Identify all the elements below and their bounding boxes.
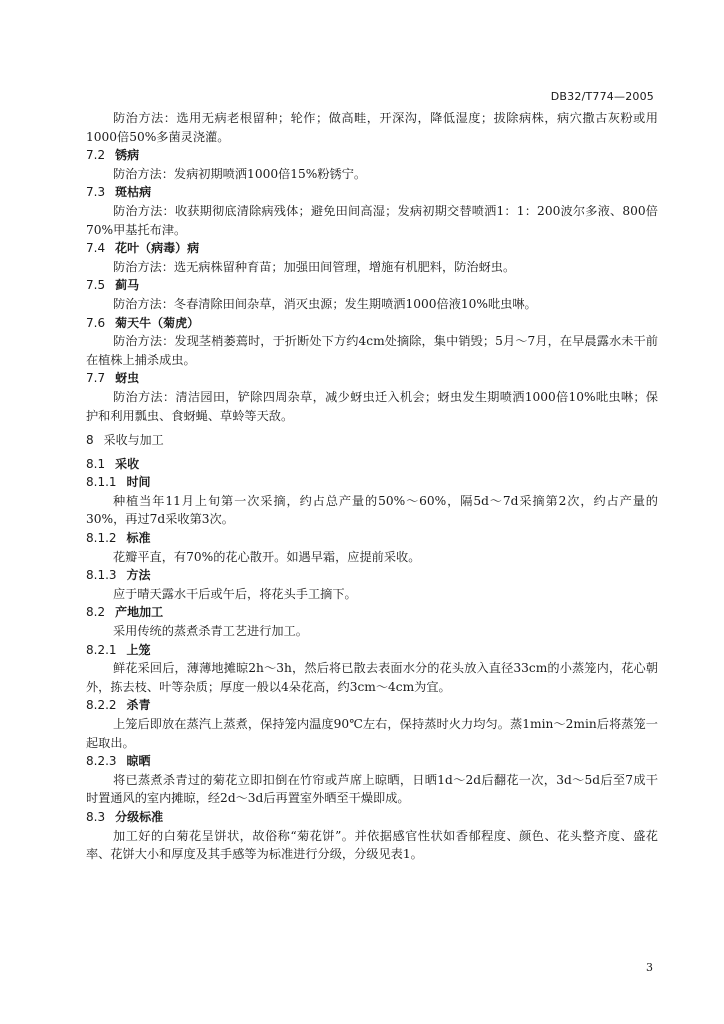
- document-body: [86, 109, 658, 864]
- section-heading-8-2-1: [86, 641, 658, 660]
- section-number: 7.2: [86, 148, 106, 163]
- section-title: 采收与加工: [103, 433, 164, 448]
- section-number: 8.2.3: [86, 754, 117, 769]
- paragraph: 上笼后即放在蒸汽上蒸煮，保持笼内温度90℃左右，保持蒸时火力均匀。蒸1min～2min后将蒸笼一起取出。: [86, 717, 658, 750]
- section-title: 锈病: [115, 148, 140, 163]
- section-number: 8.3: [86, 809, 106, 824]
- section-heading-8-3: [86, 808, 658, 827]
- paragraph: 应于晴天露水干后或午后，将花头手工摘下。: [113, 586, 357, 601]
- section-title: 蓟马: [115, 278, 140, 293]
- document-code: DB32/T774—2005: [550, 90, 654, 103]
- section-number: 8: [86, 433, 94, 448]
- section-number: 8.2.1: [86, 642, 117, 657]
- section-title: 产地加工: [115, 605, 164, 620]
- section-title: 杀青: [126, 698, 151, 713]
- paragraph: 采用传统的蒸煮杀青工艺进行加工。: [113, 624, 308, 639]
- section-heading-7-7: [86, 369, 658, 388]
- section-number: 7.7: [86, 371, 106, 386]
- paragraph: 加工好的白菊花呈饼状，故俗称“菊花饼”。并依据感官性状如香郁程度、颜色、花头整齐度、盛花率、花饼大小和厚度及其手感等为标准进行分级，分级见表1。: [86, 828, 658, 862]
- section-heading-8-2: [86, 603, 658, 622]
- section-title: 标准: [126, 531, 151, 546]
- paragraph: 防治方法：收获期彻底清除病残体；避免田间高湿；发病初期交替喷洒1：1：200波尔多液、800倍70%甲基托布津。: [86, 203, 658, 237]
- section-number: 8.2.2: [86, 698, 117, 713]
- section-heading-8-2-3: [86, 752, 658, 771]
- paragraph: 种植当年11月上旬第一次采摘，约占总产量的50%～60%，隔5d～7d采摘第2次，约占产量的30%，再过7d采收第3次。: [86, 493, 658, 527]
- section-number: 7.5: [86, 278, 106, 293]
- section-heading-7-5: [86, 276, 658, 295]
- section-title: 菊天牛（菊虎）: [115, 315, 200, 330]
- section-heading-8-1-1: [86, 473, 658, 492]
- section-title: 晾晒: [126, 754, 151, 769]
- section-heading-7-3: [86, 183, 658, 202]
- section-heading-8-2-2: [86, 696, 658, 715]
- section-title: 分级标准: [115, 809, 164, 824]
- paragraph: 鲜花采回后，薄薄地摊晾2h～3h，然后将已散去表面水分的花头放入直径33cm的小蒸笼内，花心朝外，拣去枝、叶等杂质；厚度一般以4朵花高，约3cm～4cm为宜。: [86, 661, 658, 694]
- section-title: 采收: [115, 456, 140, 471]
- section-title: 斑枯病: [115, 185, 152, 200]
- paragraph: 防治方法：选用无病老根留种；轮作；做高畦，开深沟，降低湿度；拔除病株，病穴撒古灰粉或用1000倍50%多菌灵浇灌。: [86, 111, 658, 144]
- section-title: 蚜虫: [115, 371, 140, 386]
- section-title: 时间: [126, 475, 151, 490]
- section-number: 7.4: [86, 241, 106, 256]
- section-title: 方法: [126, 568, 151, 583]
- section-number: 7.6: [86, 315, 106, 330]
- paragraph: 防治方法：发病初期喷洒1000倍15%粉锈宁。: [113, 166, 367, 181]
- section-title: 花叶（病毒）病: [115, 241, 200, 256]
- paragraph: 防治方法：选无病株留种育苗；加强田间管理，增施有机肥料，防治蚜虫。: [113, 259, 516, 274]
- section-heading-7-2: [86, 146, 658, 165]
- section-heading-8-1-3: [86, 566, 658, 585]
- section-heading-7-4: [86, 239, 658, 258]
- section-number: 8.1.2: [86, 531, 117, 546]
- paragraph: 防治方法：冬春清除田间杂草，消灭虫源；发生期喷洒1000倍液10%吡虫啉。: [113, 296, 537, 311]
- page-number: 3: [646, 961, 653, 974]
- paragraph: 防治方法：清洁园田，铲除四周杂草，减少蚜虫迁入机会；蚜虫发生期喷洒1000倍10%吡虫啉；保护和利用瓢虫、食蚜蝇、草蛉等天敌。: [86, 389, 658, 423]
- paragraph: 花瓣平直，有70%的花心散开。如遇早霜，应提前采收。: [113, 549, 421, 564]
- section-number: 7.3: [86, 185, 106, 200]
- section-heading-8: [86, 431, 658, 450]
- section-number: 8.1: [86, 456, 106, 471]
- section-heading-7-6: [86, 314, 658, 333]
- paragraph: 将已蒸煮杀青过的菊花立即扣倒在竹帘或芦席上晾晒，日晒1d～2d后翻花一次，3d～5d后至7成干时置通风的室内摊晾，经2d～3d后再置室外晒至干燥即成。: [86, 772, 658, 806]
- section-heading-8-1-2: [86, 529, 658, 548]
- section-number: 8.1.1: [86, 475, 117, 490]
- section-heading-8-1: [86, 455, 658, 474]
- section-number: 8.2: [86, 605, 106, 620]
- section-number: 8.1.3: [86, 568, 117, 583]
- section-title: 上笼: [126, 642, 151, 657]
- paragraph: 防治方法：发现茎梢萎蔫时，于折断处下方约4cm处摘除，集中销毁；5月～7月，在早晨露水未干前在植株上捕杀成虫。: [86, 334, 658, 367]
